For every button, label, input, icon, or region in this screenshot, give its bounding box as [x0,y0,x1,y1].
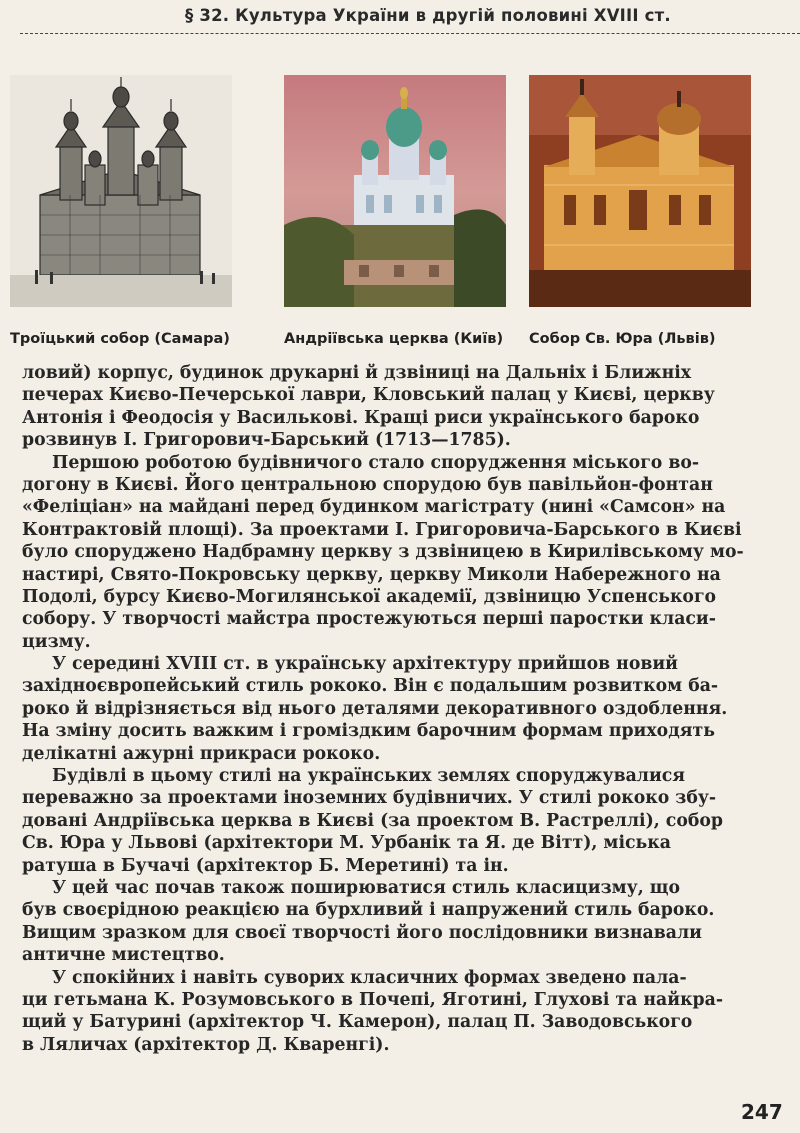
text-line: На зміну досить важким і громіздким барочним формам приходять [22,721,715,742]
page-header [0,0,800,44]
text-line: Св. Юра у Львові (архітектори М. Урбанік та Я. де Вітт), міська [22,833,671,854]
text-line: переважно за проектами іноземних будівничих. У стилі рококо збу- [22,788,717,809]
text-line: «Феліціан» на майдані перед будинком магістрату (нині «Самсон» на [22,497,726,518]
text-line: західноєвропейський стиль рококо. Він є подальшим розвитком ба- [22,676,719,697]
text-line: в Ляличах (архітектор Д. Кваренгі). [22,1034,390,1055]
text-line: Антонія і Феодосія у Василькові. Кращі риси українського бароко [22,407,700,428]
body-text [22,362,782,1056]
text-line: довані Андріївська церква в Києві (за проектом В. Растреллі), собор [22,810,723,831]
figure-st-andrews-church [284,75,506,307]
figure-caption-st-andrews: Андріївська церква (Київ) [284,331,504,347]
text-line: ратуша в Бучачі (архітектор Б. Меретині) та ін. [22,855,509,876]
text-line: настирі, Свято-Покровську церкву, церкву Миколи Набережного на [22,564,721,585]
text-line: було споруджено Надбрамну церкву з дзвіницею в Кирилівському мо- [22,542,744,563]
page-number: 247 [741,1100,783,1124]
text-line: Першою роботою будівничого стало спорудження міського во- [52,452,700,473]
figure-st-george-cathedral [529,75,751,307]
text-line: собору. У творчості майстра простежуються перші паростки класи- [22,609,716,630]
text-line: Подолі, бурсу Києво-Могилянської академії, дзвіницю Успенського [22,586,717,607]
text-line: Будівлі в цьому стилі на українських землях споруджувалися [52,766,686,787]
figure-caption-trinity: Троїцький собор (Самара) [10,331,230,347]
text-line: У середині XVIII ст. в українську архітектуру прийшов новий [52,654,678,675]
text-line: У цей час почав також поширюватися стиль класицизму, що [52,877,680,898]
section-title: § 32. Культура України в другій половині XVIII ст. [185,6,671,25]
text-line: Контрактовій площі). За проектами І. Григоровича-Барського в Києві [22,519,742,540]
text-line: догону в Києві. Його центральною спорудою був павільйон-фонтан [22,474,713,495]
text-line: щий у Батурині (архітектор Ч. Камерон), палац П. Заводовського [22,1012,693,1033]
text-line: делікатні ажурні прикраси рококо. [22,743,381,764]
header-divider [20,33,800,34]
text-line: роко й відрізняється від нього деталями декоративного оздоблення. [22,698,728,719]
text-line: античне мистецтво. [22,945,225,966]
text-line: Вищим зразком для своєї творчості його послідовники визнавали [22,922,702,943]
figure-trinity-cathedral [10,75,232,307]
figure-caption-st-george: Собор Св. Юра (Львів) [529,331,716,347]
text-line: У спокійних і навіть суворих класичних формах зведено пала- [52,967,687,988]
st-george-cathedral-image [529,75,751,307]
text-line: ци гетьмана К. Розумовського в Почепі, Яготині, Глухові та найкра- [22,989,723,1010]
text-line: був своєрідною реакцією на бурхливий і напружений стиль бароко. [22,900,715,921]
text-line: ловий) корпус, будинок друкарні й дзвіниці на Дальніх і Ближніх [22,363,692,383]
text-line: розвинув І. Григорович-Барський (1713—1785). [22,430,511,451]
trinity-cathedral-image [10,75,232,307]
text-line: печерах Києво-Печерської лаври, Кловський палац у Києві, церкву [22,385,715,406]
st-andrews-church-image [284,75,506,307]
text-line: цизму. [22,631,91,652]
